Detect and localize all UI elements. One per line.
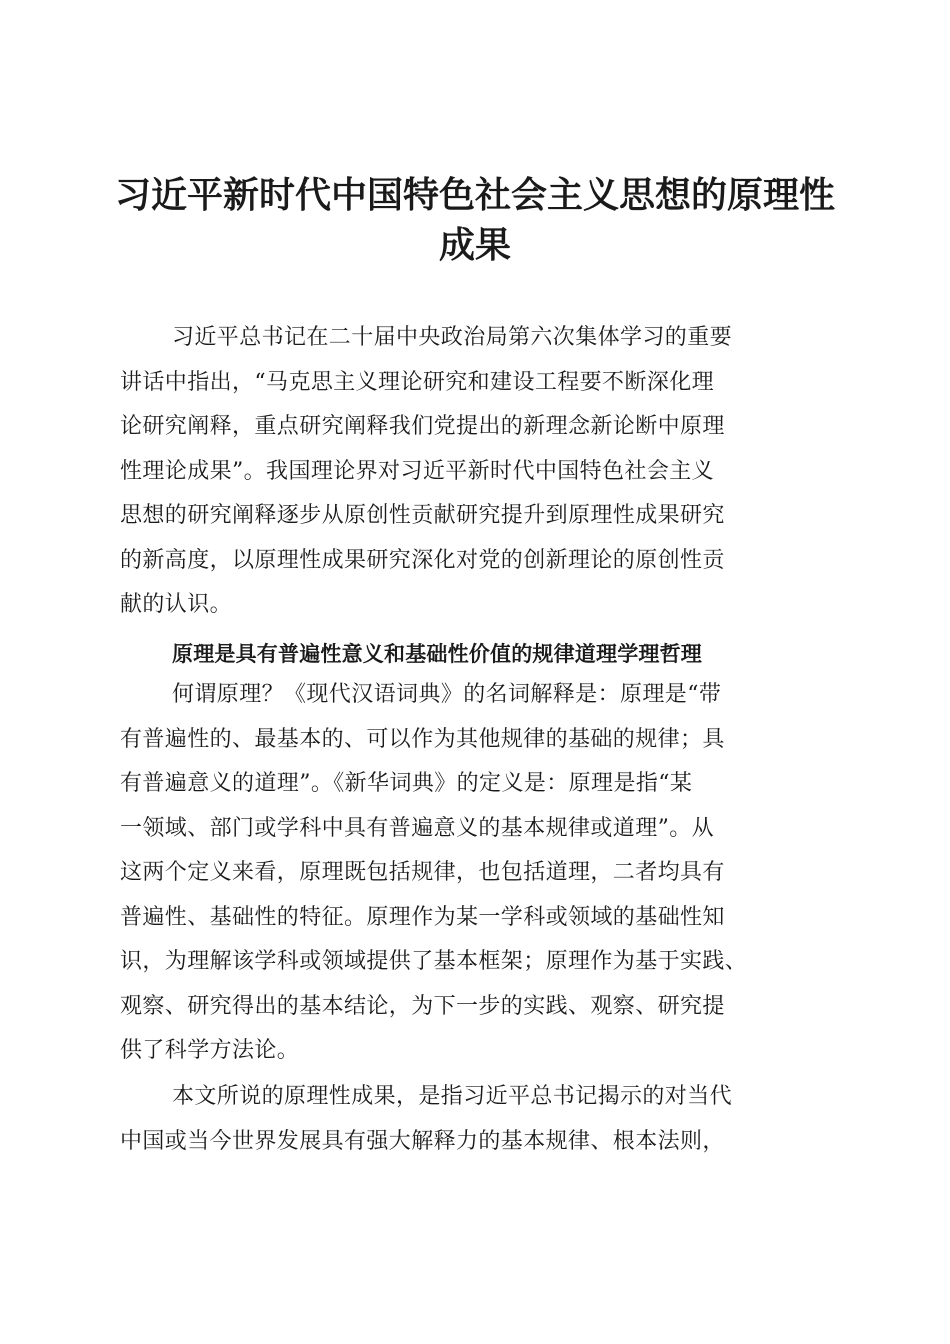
paragraph-1-line: 献的认识。: [120, 592, 233, 617]
document-title-line2: 成果: [438, 225, 511, 266]
paragraph-3: [120, 1075, 825, 1164]
paragraph-3-line: 中国或当今世界发展具有强大解释力的基本规律、根本法则，: [120, 1128, 725, 1154]
paragraph-2-line: 普遍性、基础性的特征。原理作为某一学科或领域的基础性知: [120, 904, 725, 930]
paragraph-2-line: 供了科学方法论。: [120, 1038, 300, 1063]
paragraph-2-line: 何谓原理？《现代汉语词典》的名词解释是：原理是“带: [172, 682, 722, 707]
paragraph-2-line: 观察、研究得出的基本结论，为下一步的实践、观察、研究提: [120, 993, 725, 1019]
paragraph-2-line: 识，为理解该学科或领域提供了基本框架；原理作为基于实践、: [120, 949, 748, 974]
paragraph-2: [120, 673, 825, 1074]
paragraph-1: [120, 316, 825, 628]
paragraph-1-line: 论研究阐释，重点研究阐释我们党提出的新理念新论断中原理: [120, 414, 725, 439]
paragraph-1-line: 习近平总书记在二十届中央政治局第六次集体学习的重要: [172, 325, 733, 350]
section-subheading: 原理是具有普遍性意义和基础性价值的规律道理学理哲理: [172, 642, 702, 666]
paragraph-3-line: 本文所说的原理性成果，是指习近平总书记揭示的对当代: [172, 1084, 733, 1109]
paragraph-1-line: 思想的研究阐释逐步从原创性贡献研究提升到原理性成果研究: [120, 503, 725, 528]
paragraph-2-line: 一领域、部门或学科中具有普遍意义的基本规律或道理”。从: [120, 815, 715, 841]
paragraph-1-line: 讲话中指出，“马克思主义理论研究和建设工程要不断深化理: [120, 369, 715, 395]
document-title-line1: 习近平新时代中国特色社会主义思想的原理性: [115, 175, 836, 216]
paragraph-2-line: 有普遍意义的道理”。《新华词典》的定义是：原理是指“某: [120, 771, 693, 796]
paragraph-2-line: 这两个定义来看，原理既包括规律，也包括道理，二者均具有: [120, 860, 725, 885]
paragraph-1-line: 的新高度，以原理性成果研究深化对党的创新理论的原创性贡: [120, 547, 725, 573]
paragraph-1-line: 性理论成果”。我国理论界对习近平新时代中国特色社会主义: [120, 458, 715, 484]
paragraph-2-line: 有普遍性的、最基本的、可以作为其他规律的基础的规律；具: [120, 726, 725, 752]
